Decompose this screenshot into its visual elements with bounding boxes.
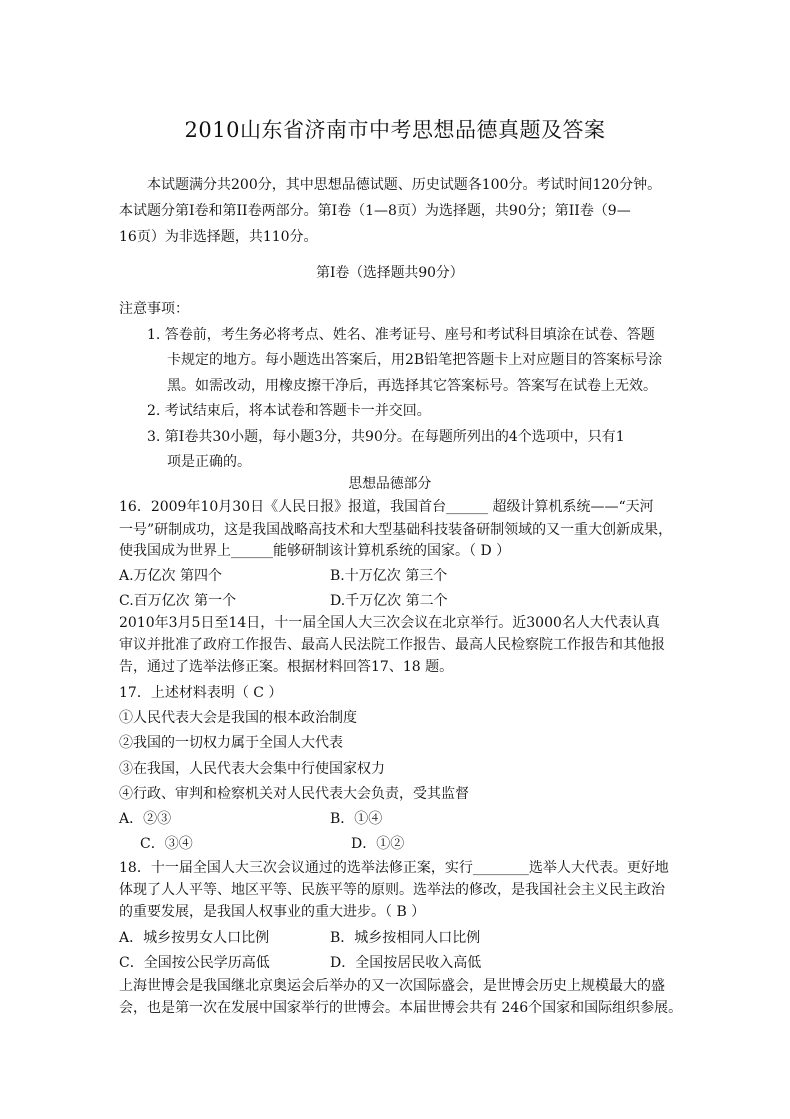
q16-line: 16．2009年10月30日《人民日报》报道，我国首台______ 超级计算机系统——“天河	[119, 499, 654, 515]
q18-option-c: C．全国按公民学历高低	[119, 955, 270, 971]
notice-heading: 注意事项：	[119, 301, 189, 317]
material-line: 会，也是第一次在发展中国家举行的世博会。本届世博会共有 246个国家和国际组织参展。	[119, 1000, 683, 1016]
q17-item: ④行政、审判和检察机关对人民代表大会负责，受其监督	[119, 786, 469, 802]
notice-line: 1. 答卷前，考生务必将考点、姓名、准考证号、座号和考试科目填涂在试卷、答题	[147, 327, 655, 343]
q18-option-b: B．城乡按相同人口比例	[330, 930, 481, 946]
material-line: 上海世博会是我国继北京奥运会后举办的又一次国际盛会，是世博会历史上规模最大的盛	[119, 978, 665, 994]
intro-line: 16页）为非选择题，共110分。	[119, 229, 318, 245]
notice-line: 项是正确的。	[167, 454, 251, 470]
part-heading: 思想品德部分	[348, 476, 432, 492]
q17-stem: 17．上述材料表明（ C ）	[119, 685, 283, 701]
q18-line: 的重要发展，是我国人权事业的重大进步。（ B ）	[119, 904, 426, 920]
notice-line: 3. 第I卷共30小题，每小题3分，共90分。在每题所列出的4个选项中，只有1	[147, 429, 625, 445]
q17-item: ②我国的一切权力属于全国人大代表	[119, 735, 343, 751]
intro-line: 本试题满分共200分，其中思想品德试题、历史试题各100分。考试时间120分钟。	[147, 177, 662, 193]
q17-item: ③在我国，人民代表大会集中行使国家权力	[119, 761, 385, 777]
material-line: 告，通过了选举法修正案。根据材料回答17、18 题。	[119, 659, 454, 675]
q18-line: 18．十一届全国人大三次会议通过的选举法修正案，实行________选举人大代表。更好地	[119, 860, 669, 876]
material-line: 审议并批准了政府工作报告、最高人民法院工作报告、最高人民检察院工作报告和其他报	[119, 637, 665, 653]
q17-option-a: A．②③	[119, 811, 172, 827]
q16-option-d: D.千万亿次 第二个	[330, 593, 448, 609]
q16-option-a: A.万亿次 第四个	[119, 568, 223, 584]
material-line: 2010年3月5日至14日，十一届全国人大三次会议在北京举行。近3000名人大代表认真	[119, 615, 660, 631]
q16-option-c: C.百万亿次 第一个	[119, 593, 237, 609]
notice-line: 黑。如需改动，用橡皮擦干净后，再选择其它答案标号。答案写在试卷上无效。	[167, 378, 657, 394]
page-title: 2010山东省济南市中考思想品德真题及答案	[184, 118, 606, 142]
q18-option-d: D．全国按居民收入高低	[330, 955, 482, 971]
q17-option-d: D．①②	[351, 836, 405, 852]
q16-option-b: B.十万亿次 第三个	[330, 568, 448, 584]
intro-line: 本试题分第I卷和第II卷两部分。第I卷（1—8页）为选择题，共90分；第II卷（9—	[119, 203, 631, 219]
q18-option-a: A．城乡按男女人口比例	[119, 930, 270, 946]
q18-line: 体现了人人平等、地区平等、民族平等的原则。选举法的修改，是我国社会主义民主政治	[119, 882, 665, 898]
section-heading: 第I卷（选择题共90分）	[316, 265, 464, 281]
q17-option-b: B．①④	[330, 811, 383, 827]
notice-line: 卡规定的地方。每小题选出答案后，用2B铅笔把答题卡上对应题目的答案标号涂	[167, 352, 663, 368]
q16-line: 一号”研制成功，这是我国战略高技术和大型基础科技装备研制领域的又一重大创新成果，	[119, 522, 673, 538]
notice-line: 2. 考试结束后，将本试卷和答题卡一并交回。	[147, 403, 431, 419]
q17-option-c: C．③④	[140, 836, 193, 852]
q17-item: ①人民代表大会是我国的根本政治制度	[119, 710, 357, 726]
q16-line: 使我国成为世界上______能够研制该计算机系统的国家。（ D ）	[119, 543, 511, 559]
